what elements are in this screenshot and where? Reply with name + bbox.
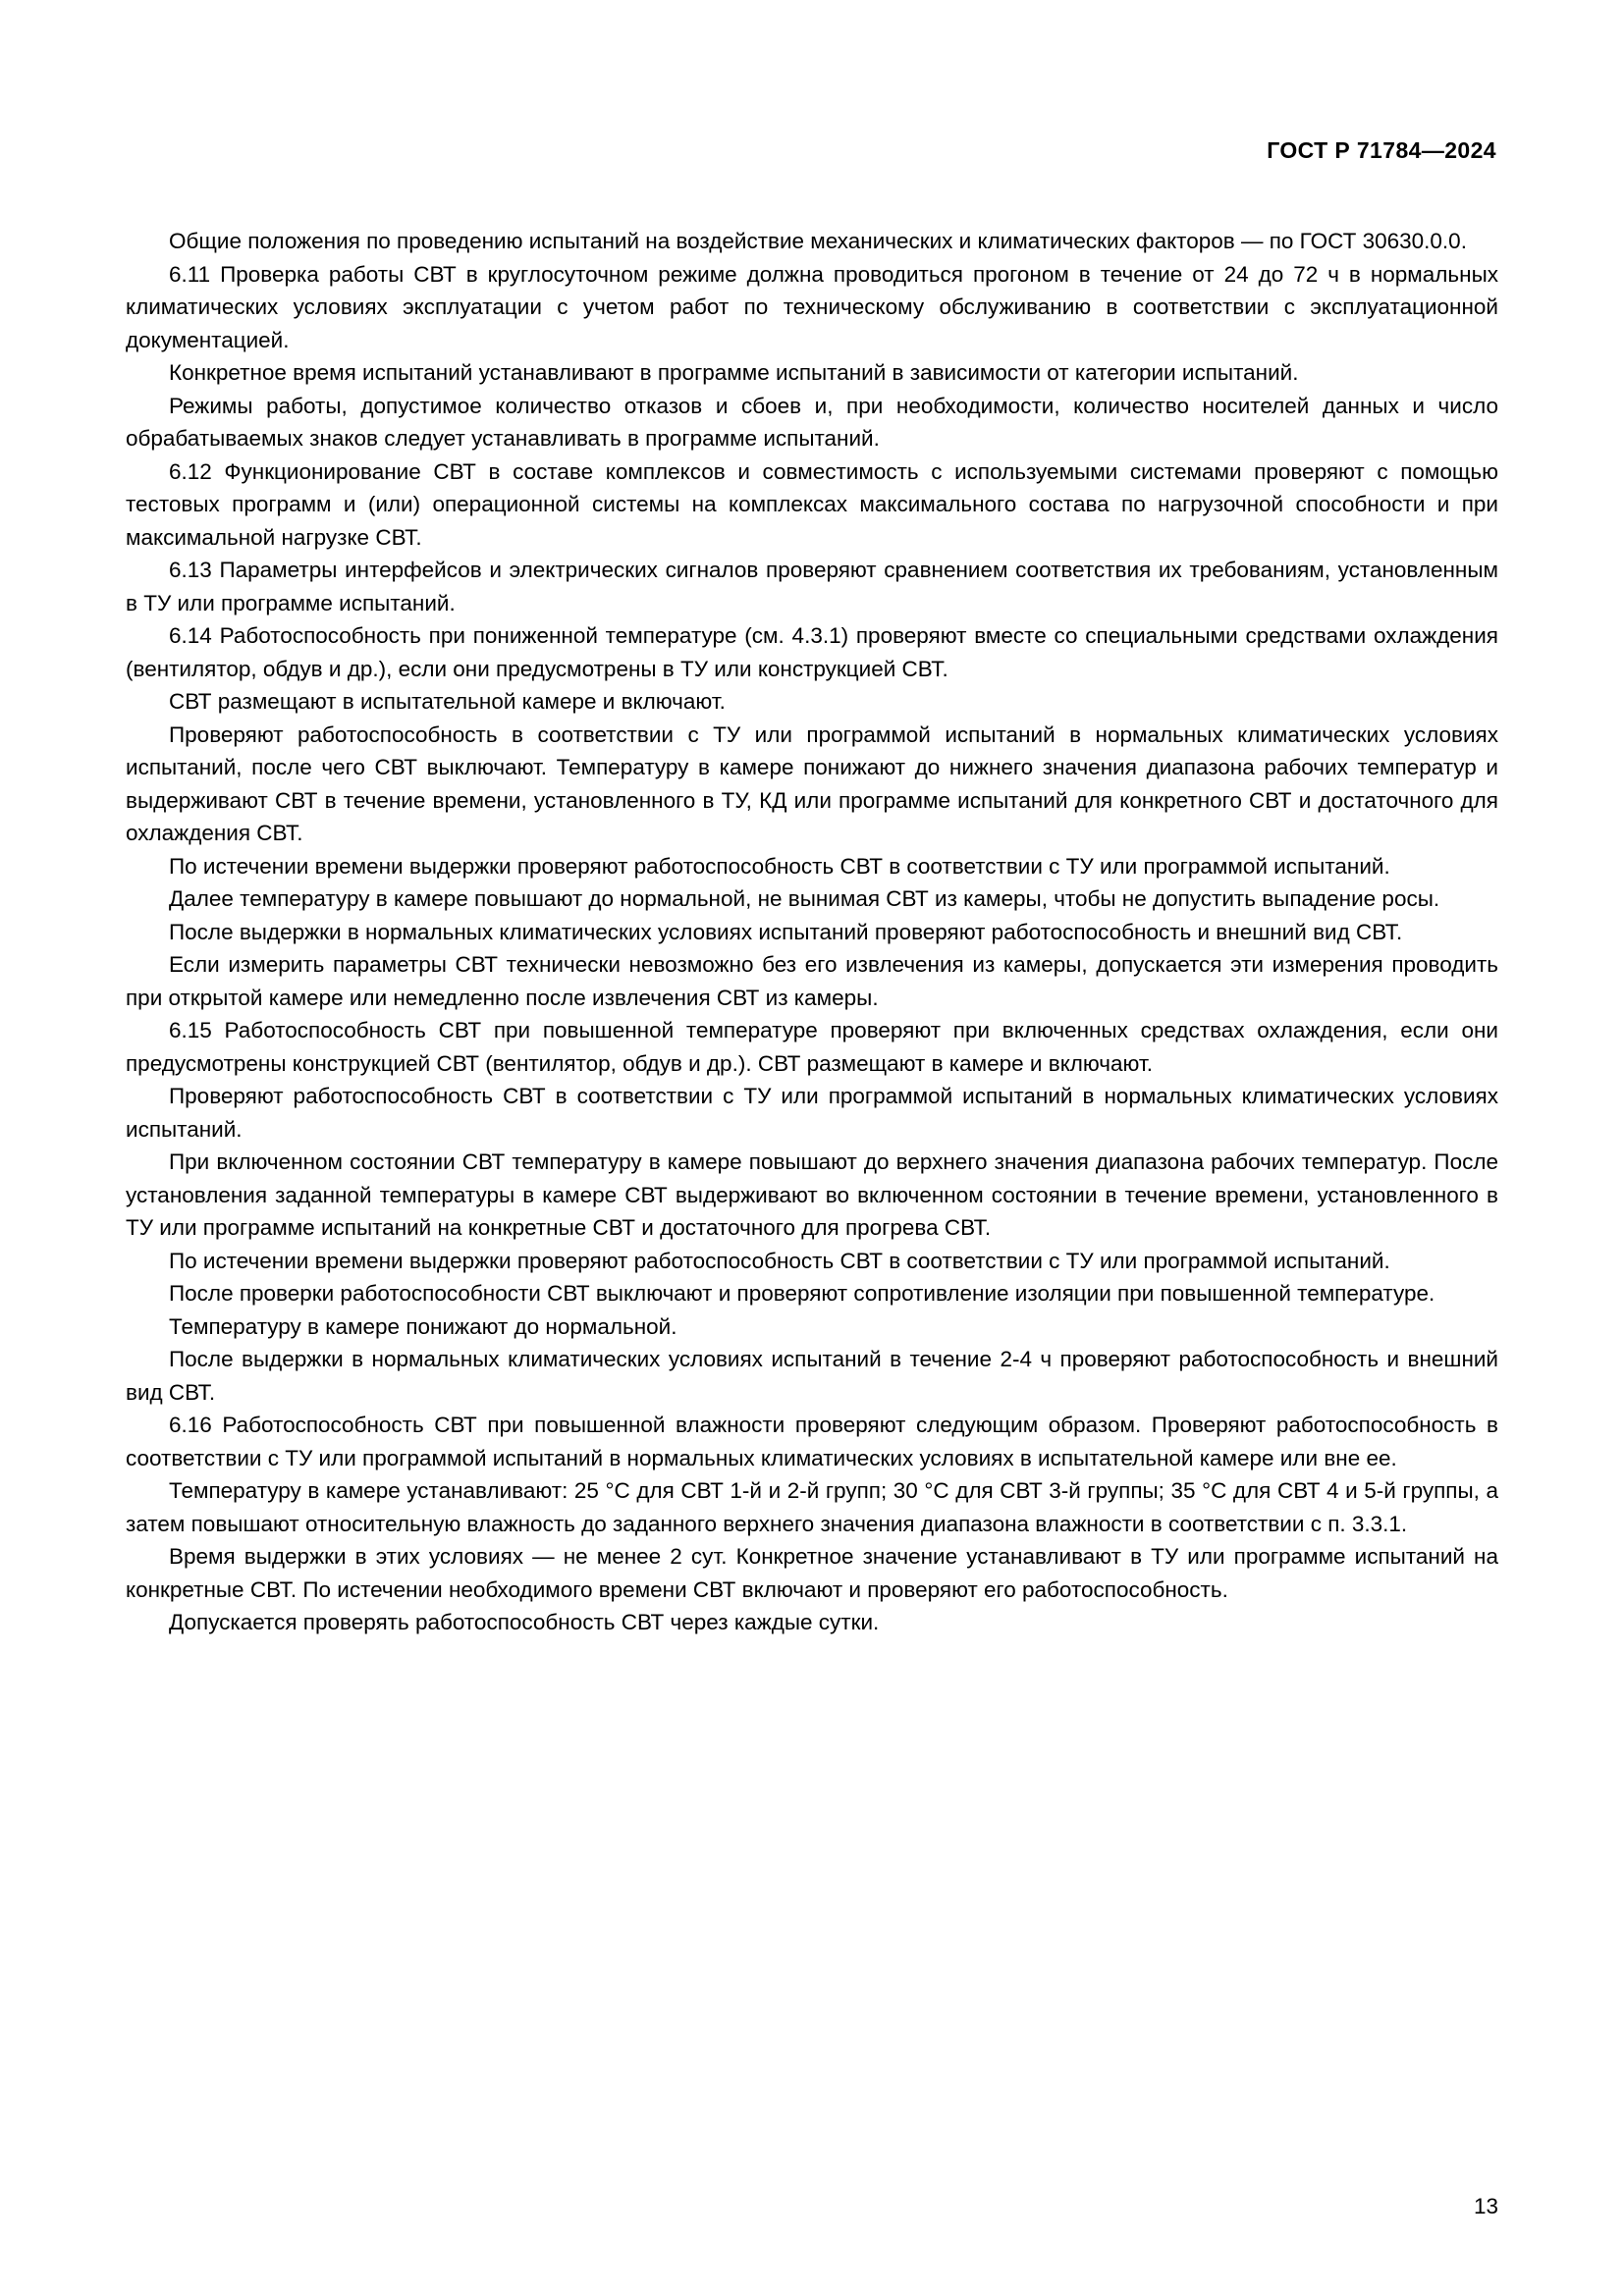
- paragraph: После проверки работоспособности СВТ выключают и проверяют сопротивление изоляции при повышенной температуре.: [169, 1281, 1435, 1306]
- paragraph: 6.16 Работоспособность СВТ при повышенной влажности проверяют следующим образом. Проверяют работоспособность в соответствии с ТУ или программой испытаний в нормальных климатических условиях в испытательной камере или вне ее.: [126, 1413, 1498, 1470]
- paragraph: 6.15 Работоспособность СВТ при повышенной температуре проверяют при включенных средствах охлаждения, если они предусмотрены конструкцией СВТ (вентилятор, обдув и др.). СВТ размещают в камере и включают.: [126, 1018, 1498, 1076]
- paragraph: Температуру в камере понижают до нормальной.: [169, 1313, 677, 1339]
- paragraph: Проверяют работоспособность в соответствии с ТУ или программой испытаний в нормальных климатических условиях испытаний, после чего СВТ выключают. Температуру в камере понижают до нижнего значения диапазона рабочих температур и выдерживают СВТ в течение времени, установленного в ТУ, КД или программе испытаний для конкретного СВТ и достаточного для охлаждения СВТ.: [126, 721, 1498, 845]
- paragraph: Температуру в камере устанавливают: 25 °С для СВТ 1-й и 2-й групп; 30 °С для СВТ 3-й группы; 35 °С для СВТ 4 и 5-й группы, а затем повышают относительную влажность до заданного верхнего значения диапазона влажности в соответствии с п. 3.3.1.: [126, 1478, 1498, 1536]
- paragraph: 6.13 Параметры интерфейсов и электрических сигналов проверяют сравнением соответствия их требованиям, установленным в ТУ или программе испытаний.: [126, 558, 1498, 615]
- page-header: ГОСТ Р 71784—2024: [1267, 137, 1496, 163]
- paragraph: 6.14 Работоспособность при пониженной температуре (см. 4.3.1) проверяют вместе со специальными средствами охлаждения (вентилятор, обдув и др.), если они предусмотрены в ТУ или конструкцией СВТ.: [126, 623, 1498, 681]
- paragraph: При включенном состоянии СВТ температуру в камере повышают до верхнего значения диапазона рабочих температур. После установления заданной температуры в камере СВТ выдерживают во включенном состоянии в течение времени, установленного в ТУ или программе испытаний на конкретные СВТ и достаточного для прогрева СВТ.: [126, 1149, 1498, 1240]
- page-number: 13: [1473, 2194, 1498, 2218]
- paragraph: Общие положения по проведению испытаний на воздействие механических и климатических факторов — по ГОСТ 30630.0.0.: [169, 229, 1467, 253]
- paragraph: Конкретное время испытаний устанавливают в программе испытаний в зависимости от категории испытаний.: [169, 360, 1299, 385]
- paragraph: 6.11 Проверка работы СВТ в круглосуточном режиме должна проводиться прогоном в течение от 24 до 72 ч в нормальных климатических условиях эксплуатации с учетом работ по техническому обслуживанию в соответствии с эксплуатационной документацией.: [126, 261, 1498, 352]
- paragraph: Допускается проверять работоспособность СВТ через каждые сутки.: [169, 1610, 880, 1634]
- document-body: [126, 225, 1498, 1639]
- paragraph: После выдержки в нормальных климатических условиях испытаний в течение 2-4 ч проверяют работоспособность и внешний вид СВТ.: [126, 1347, 1498, 1405]
- paragraph: Время выдержки в этих условиях — не менее 2 сут. Конкретное значение устанавливают в ТУ или программе испытаний на конкретные СВТ. По истечении необходимого времени СВТ включают и проверяют его работоспособность.: [126, 1544, 1498, 1602]
- paragraph: Режимы работы, допустимое количество отказов и сбоев и, при необходимости, количество носителей данных и число обрабатываемых знаков следует устанавливать в программе испытаний.: [126, 393, 1498, 451]
- paragraph: Если измерить параметры СВТ технически невозможно без его извлечения из камеры, допускается эти измерения проводить при открытой камере или немедленно после извлечения СВТ из камеры.: [126, 952, 1498, 1010]
- paragraph: 6.12 Функционирование СВТ в составе комплексов и совместимость с используемыми системами проверяют с помощью тестовых программ и (или) операционной системы на комплексах максимального состава по нагрузочной способности и при максимальной нагрузке СВТ.: [126, 458, 1498, 550]
- paragraph: Проверяют работоспособность СВТ в соответствии с ТУ или программой испытаний в нормальных климатических условиях испытаний.: [126, 1084, 1498, 1142]
- paragraph: По истечении времени выдержки проверяют работоспособность СВТ в соответствии с ТУ или программой испытаний.: [169, 853, 1390, 879]
- paragraph: СВТ размещают в испытательной камере и включают.: [169, 689, 726, 714]
- paragraph: По истечении времени выдержки проверяют работоспособность СВТ в соответствии с ТУ или программой испытаний.: [169, 1248, 1390, 1273]
- paragraph: Далее температуру в камере повышают до нормальной, не вынимая СВТ из камеры, чтобы не допустить выпадение росы.: [169, 886, 1440, 911]
- paragraph: После выдержки в нормальных климатических условиях испытаний проверяют работоспособность и внешний вид СВТ.: [169, 919, 1403, 944]
